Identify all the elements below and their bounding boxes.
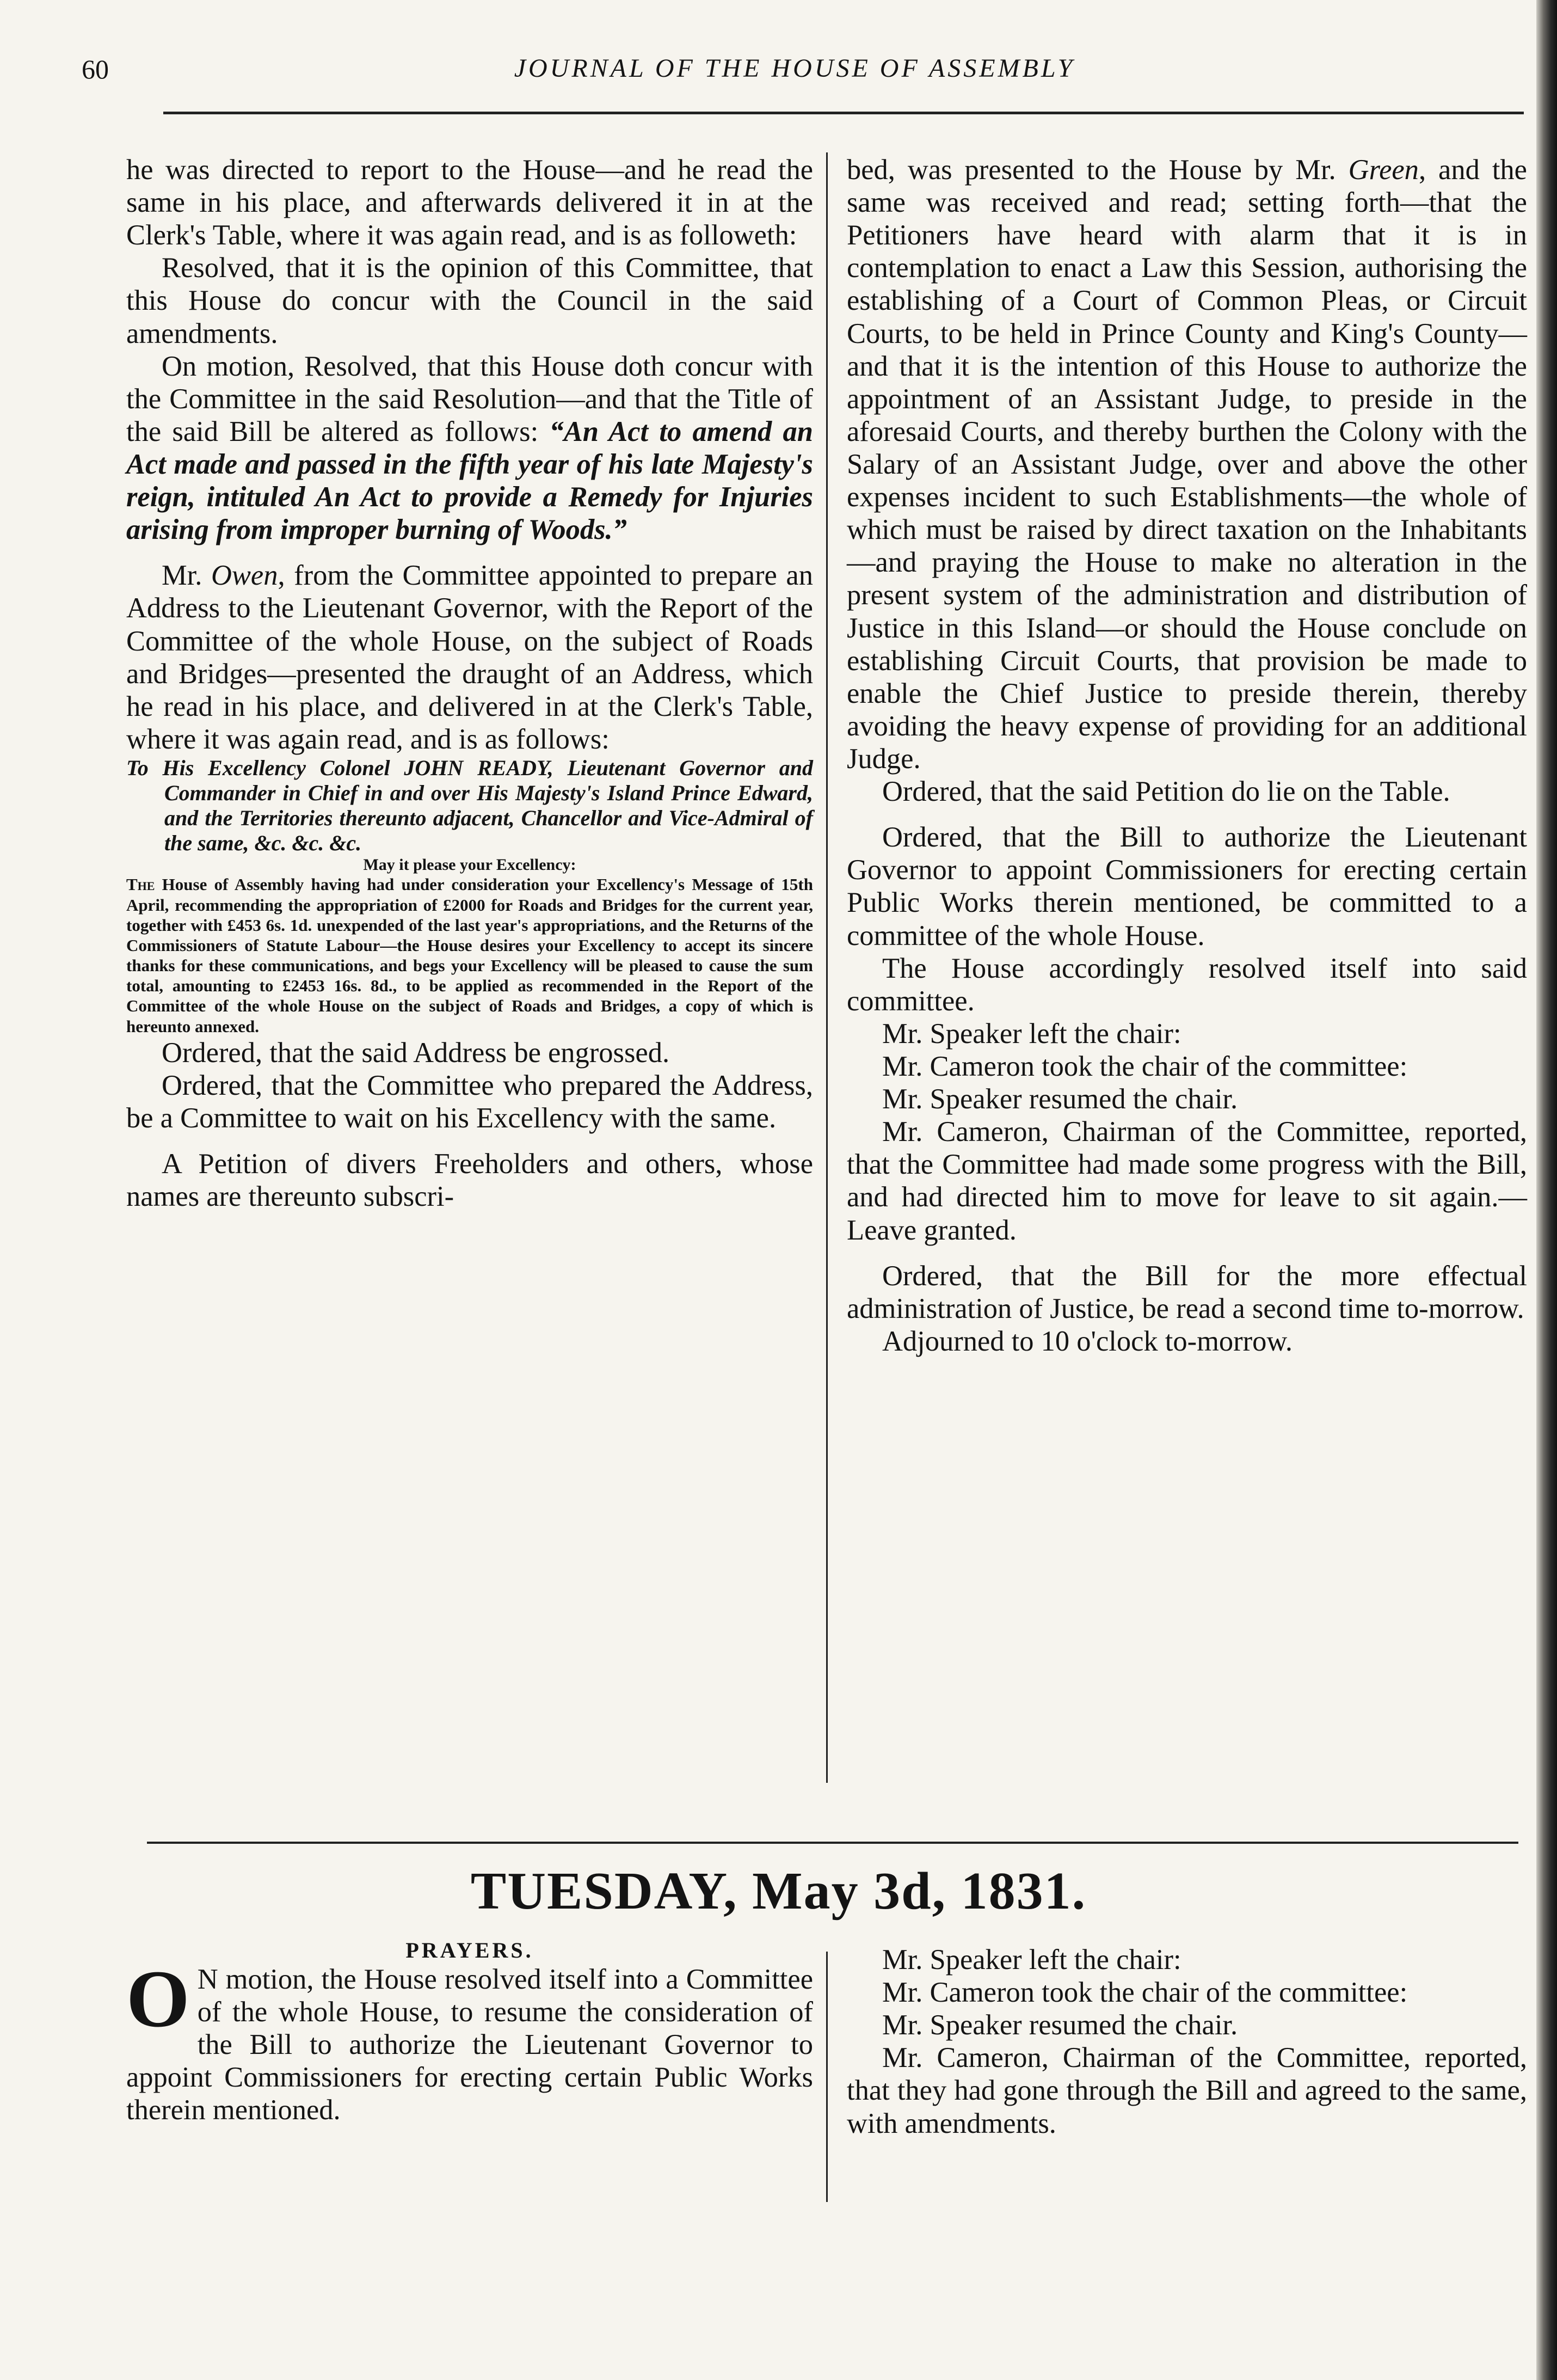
paragraph: Ordered, that the Committee who prepared the Address, be a Committee to wait on his Excellency with the same. xyxy=(126,1069,813,1134)
paragraph: he was directed to report to the House—and he read the same in his place, and afterwards delivered it in at the Clerk's Table, where it was again read, and is as followeth: xyxy=(126,154,813,252)
address-body xyxy=(126,874,813,1036)
address-text: House of Assembly having had under consideration your Excellency's Message of 15th April, recommending the appropriation of £2000 for Roads and Bridges for the current year, together with £453 6s. 1d. unexpended of the last year's appropriations, and the Returns of the Commissioners of Statute Labour—the House desires your Excellency to accept its sincere thanks for these communications, and begs your Excellency will be pleased to cause the sum total, amounting to £2453 16s. 8d., to be applied as recommended in the Report of the Committee of the whole House on the subject of Roads and Bridges, a copy of which is hereunto annexed. xyxy=(126,875,813,1036)
section-left-column xyxy=(126,1938,813,2126)
paragraph-text: N motion, the House resolved itself into a Committee of the whole House, to resume the consideration of the Bill to authorize the Lieutenant Governor to appoint Commissioners for erecting certain Public Works therein mentioned. xyxy=(126,1963,813,2126)
paragraph xyxy=(126,1953,813,2127)
paragraph: Mr. Speaker resumed the chair. xyxy=(882,1083,1238,1115)
paragraph-text: , and the same was received and read; setting forth—that the Petitioners have heard with alarm that it is in contemplation to enact a Law this Session, authorising the establishing of a Court of Common Pleas, or Circuit Courts, to be held in Prince County and King's County—and that it is the intention of this House to authorize the appointment of an Assistant Judge, to preside in the aforesaid Courts, and thereby burthen the Colony with the Salary of an Assistant Judge, over and above the other expenses incident to such Establishments—the whole of which must be raised by direct taxation on the Inhabitants—and praying the House to make no alteration in the present system of the administration and distribution of Justice in this Island—or should the House conclude on establishing Circuit Courts, that provision be made to enable the Chief Justice to preside therein, thereby avoiding the heavy expense of providing for an additional Judge. xyxy=(847,154,1527,775)
date-heading: TUESDAY, May 3d, 1831. xyxy=(470,1862,1087,1921)
left-column xyxy=(126,154,813,1213)
address-first-word: The xyxy=(126,875,155,894)
member-name: Green xyxy=(1348,154,1419,186)
page-edge-shadow xyxy=(1536,0,1557,2380)
header-rule xyxy=(163,112,1524,114)
paragraph-text: , from the Committee appointed to prepare an Address to the Lieutenant Governor, with the Report of the Committee of the whole House, on the subject of Roads and Bridges—presented the draught of an Address, which he read in his place, and delivered in at the Clerk's Table, where it was again read, and is as follows: xyxy=(126,560,813,755)
paragraph-text: bed, was presented to the House by Mr. xyxy=(847,154,1349,186)
paragraph: The House accordingly resolved itself into said committee. xyxy=(847,952,1527,1017)
paragraph: A Petition of divers Freeholders and others, whose names are thereunto subscri- xyxy=(126,1148,813,1213)
address-heading: To His Excellency Colonel JOHN READY, Lieutenant Governor and Commander in Chief in and over His Majesty's Island Prince Edward, and the Territories thereunto adjacent, Chancellor and Vice-Admiral of the same, &c. &c. &c. xyxy=(126,755,813,855)
page-header xyxy=(82,53,1507,91)
paragraph: Ordered, that the said Address be engrossed. xyxy=(162,1036,670,1069)
paragraph: Adjourned to 10 o'clock to-morrow. xyxy=(882,1325,1293,1357)
paragraph-text: Mr. xyxy=(162,560,211,592)
address-salutation: May it please your Excellency: xyxy=(363,855,576,874)
paragraph: Resolved, that it is the opinion of this Committee, that this House do concur with the Council in the said amendments. xyxy=(126,252,813,349)
paragraph: Ordered, that the said Petition do lie on the Table. xyxy=(882,776,1450,808)
paragraph: Mr. Speaker left the chair: xyxy=(882,1944,1181,1976)
paragraph: Mr. Cameron took the chair of the committee: xyxy=(882,1977,1408,2009)
drop-cap: O xyxy=(126,1953,190,2044)
column-divider xyxy=(826,1952,828,2202)
right-column xyxy=(847,154,1527,1358)
paragraph: Mr. Speaker resumed the chair. xyxy=(882,2009,1238,2041)
paragraph: Mr. Cameron, Chairman of the Committee, reported, that the Committee had made some progress with the Bill, and had directed him to move for leave to sit again.—Leave granted. xyxy=(847,1116,1527,1246)
member-name: Owen xyxy=(211,560,278,592)
paragraph: Mr. Speaker left the chair: xyxy=(882,1017,1181,1050)
bill-title: “An Act to amend an Act made and passed in the fifth year of his late Majesty's reign, intituled An Act to provide a Remedy for Injuries arising from improper burning of Woods.” xyxy=(126,415,813,546)
paragraph: Mr. Cameron, Chairman of the Committee, reported, that they had gone through the Bill and agreed to the same, with amendments. xyxy=(847,2042,1527,2139)
running-title: JOURNAL OF THE HOUSE OF ASSEMBLY xyxy=(514,54,1075,83)
paragraph: Ordered, that the Bill to authorize the Lieutenant Governor to appoint Commissioners for erecting certain Public Works therein mentioned, be committed to a committee of the whole House. xyxy=(847,821,1527,952)
section-rule xyxy=(147,1842,1518,1844)
prayers-heading: PRAYERS. xyxy=(405,1938,534,1962)
paragraph: Mr. Cameron took the chair of the committee: xyxy=(882,1050,1408,1082)
paragraph xyxy=(126,559,813,756)
paragraph: Ordered, that the Bill for the more effectual administration of Justice, be read a second time to-morrow. xyxy=(847,1260,1527,1324)
paragraph xyxy=(847,154,1527,775)
paragraph xyxy=(126,350,813,547)
section-right-column xyxy=(847,1943,1527,2140)
page-number: 60 xyxy=(82,54,109,84)
column-divider xyxy=(826,152,828,1783)
paragraph-text: On motion, Resolved, that this House doth concur with the Committee in the said Resolution—and that the Title of the said Bill be altered as follows: xyxy=(126,350,813,447)
